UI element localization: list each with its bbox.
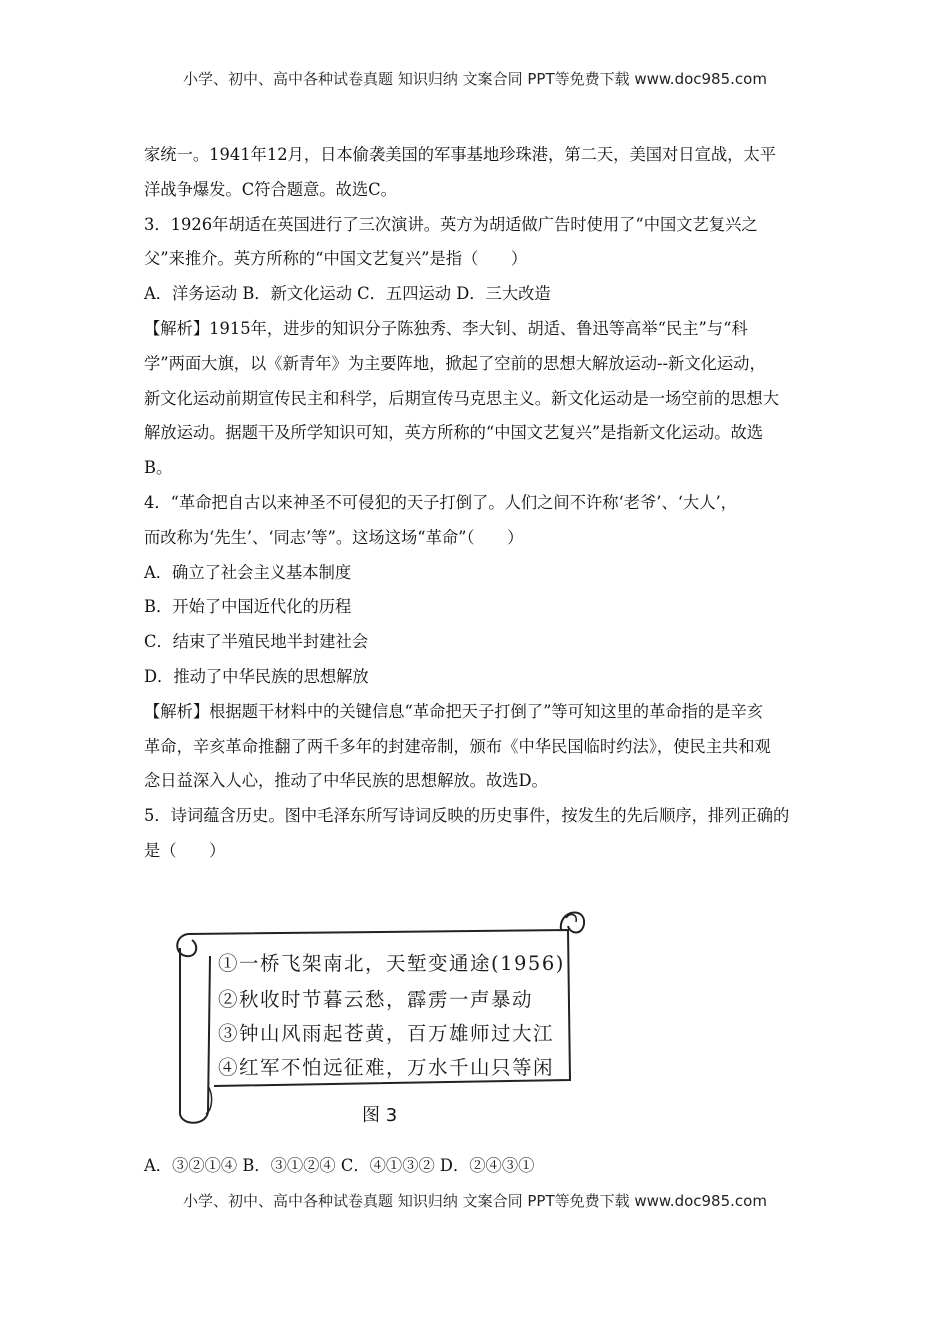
document-body [144, 138, 808, 869]
poem-line-1: ①一桥飞架南北，天堑变通途(1956) [218, 952, 565, 975]
prev-analysis-line-2: 洋战争爆发。C符合题意。故选C。 [144, 179, 397, 199]
q4-option-c: C．结束了半殖民地半封建社会 [144, 632, 369, 652]
prev-analysis-line-1: 家统一。1941年12月，日本偷袭美国的军事基地珍珠港，第二天，美国对日宣战，太平 [144, 145, 776, 164]
figure-caption: 图 3 [362, 1105, 398, 1126]
q5-options: A．③②①④ B．③①②④ C．④①③② D．②④③① [144, 1156, 535, 1175]
q3-stem-line-2: 父”来推介。英方所称的“中国文艺复兴”是指（ ） [144, 249, 528, 269]
poem-line-2: ②秋收时节暮云愁，霹雳一声暴动 [218, 988, 534, 1011]
q3-analysis-line-1: 【解析】1915年，进步的知识分子陈独秀、李大钊、胡适、鲁迅等高举“民主”与“科 [144, 318, 748, 338]
q4-analysis-line-1: 【解析】根据题干材料中的关键信息“革命把天子打倒了”等可知这里的革命指的是辛亥 [144, 701, 764, 721]
q4-option-b: B．开始了中国近代化的历程 [144, 597, 352, 617]
q3-stem-line-1: 3．1926年胡适在英国进行了三次演讲。英方为胡适做广告时使用了“中国文艺复兴之 [144, 214, 758, 234]
q4-analysis-line-2: 革命，辛亥革命推翻了两千多年的封建帝制，颁布《中华民国临时约法》，使民主共和观 [144, 736, 771, 756]
q5-stem-line-2: 是（ ） [144, 840, 226, 860]
q3-options: A．洋务运动 B．新文化运动 C．五四运动 D．三大改造 [144, 284, 551, 304]
poem-line-3: ③钟山风雨起苍黄，百万雄师过大江 [218, 1022, 555, 1045]
q3-analysis-line-2: 学”两面大旗，以《新青年》为主要阵地，掀起了空前的思想大解放运动--新文化运动， [144, 353, 766, 373]
page-footer: 小学、初中、高中各种试卷真题 知识归纳 文案合同 PPT等免费下载 www.doc985.com [183, 1192, 767, 1210]
poem-scroll-figure [166, 900, 586, 1140]
page-header: 小学、初中、高中各种试卷真题 知识归纳 文案合同 PPT等免费下载 www.doc985.com [183, 70, 767, 88]
q5-stem-line-1: 5．诗词蕴含历史。图中毛泽东所写诗词反映的历史事件，按发生的先后顺序，排列正确的 [144, 806, 790, 826]
q3-analysis-line-3: 新文化运动前期宣传民主和科学，后期宣传马克思主义。新文化运动是一场空前的思想大 [144, 388, 779, 408]
q3-analysis-line-4: 解放运动。据题干及所学知识可知，英方所称的“中国文艺复兴”是指新文化运动。故选 [144, 423, 764, 443]
q4-stem-line-2: 而改称为‘先生’、‘同志’等”。这场这场“革命”（ ） [144, 527, 524, 547]
q3-analysis-line-5: B。 [144, 458, 173, 478]
q4-option-d: D．推动了中华民族的思想解放 [144, 666, 369, 686]
q4-analysis-line-3: 念日益深入人心，推动了中华民族的思想解放。故选D。 [144, 771, 548, 791]
poem-line-4: ④红军不怕远征难，万水千山只等闲 [218, 1056, 555, 1079]
q4-option-a: A．确立了社会主义基本制度 [144, 562, 352, 582]
q4-stem-line-1: 4．“革命把自古以来神圣不可侵犯的天子打倒了。人们之间不许称‘老爷’、‘大人’， [144, 492, 737, 512]
